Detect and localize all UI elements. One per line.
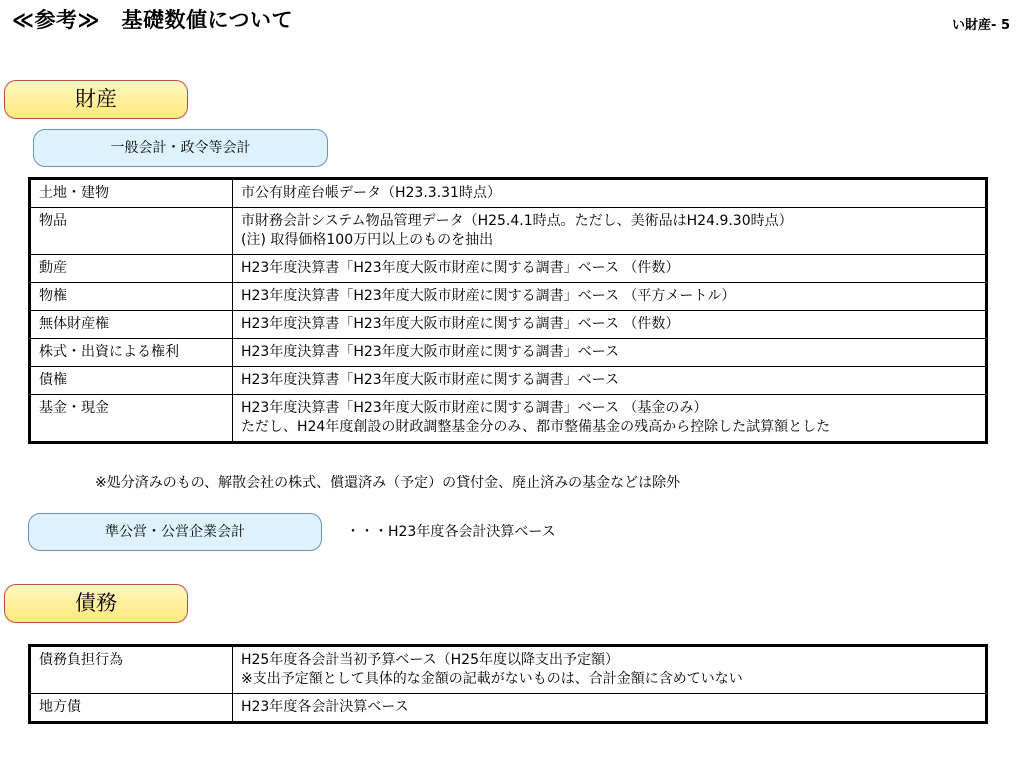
row-label: 基金・現金: [30, 395, 233, 443]
table-row: [30, 311, 987, 339]
description-line: H23年度各会計決算ベース: [241, 699, 409, 715]
table-row: [30, 339, 987, 367]
row-label: 無体財産権: [30, 311, 233, 339]
description-line: H23年度決算書「H23年度大阪市財産に関する調書」ベース （件数）: [241, 316, 680, 332]
public-enterprise-label: 準公営・公営企業会計: [28, 513, 322, 551]
table-row: [30, 179, 987, 208]
table-row: [30, 255, 987, 283]
assets-section-label: 財産: [4, 80, 188, 119]
row-description: [233, 255, 987, 283]
row-description: [233, 311, 987, 339]
table-row: [30, 208, 987, 255]
row-description: [233, 339, 987, 367]
table-row: [30, 395, 987, 443]
description-line: 市公有財産台帳データ（H23.3.31時点）: [241, 185, 501, 201]
row-description: [233, 179, 987, 208]
row-description: [233, 646, 987, 694]
assets-table: [28, 177, 988, 444]
page-number: い財産- 5: [952, 18, 1010, 33]
row-description: [233, 208, 987, 255]
table-row: [30, 694, 987, 723]
description-line: H23年度決算書「H23年度大阪市財産に関する調書」ベース （基金のみ）: [241, 400, 708, 416]
description-line: 市財務会計システム物品管理データ（H25.4.1時点。ただし、美術品はH24.9.30時点）: [241, 213, 793, 229]
row-label: 株式・出資による権利: [30, 339, 233, 367]
row-label: 物品: [30, 208, 233, 255]
description-line: ただし、H24年度創設の財政調整基金分のみ、都市整備基金の残高から控除した試算額とした: [241, 419, 831, 435]
page-title: ≪参考≫ 基礎数値について: [12, 8, 294, 32]
table-row: [30, 646, 987, 694]
exclusion-note: ※処分済みのもの、解散会社の株式、償還済み（予定）の貸付金、廃止済みの基金などは除外: [95, 475, 681, 491]
row-description: [233, 367, 987, 395]
row-label: 地方債: [30, 694, 233, 723]
debts-table: [28, 644, 988, 724]
row-label: 債務負担行為: [30, 646, 233, 694]
description-line: H23年度決算書「H23年度大阪市財産に関する調書」ベース: [241, 344, 619, 360]
table-row: [30, 367, 987, 395]
row-label: 動産: [30, 255, 233, 283]
description-line: ※支出予定額として具体的な金額の記載がないものは、合計金額に含めていない: [241, 671, 743, 687]
public-enterprise-note: ・・・H23年度各会計決算ベース: [346, 524, 556, 540]
description-line: H23年度決算書「H23年度大阪市財産に関する調書」ベース: [241, 372, 619, 388]
table-row: [30, 283, 987, 311]
description-line: (注) 取得価格100万円以上のものを抽出: [241, 232, 494, 248]
description-line: H23年度決算書「H23年度大阪市財産に関する調書」ベース （平方メートル）: [241, 288, 736, 304]
row-description: [233, 283, 987, 311]
general-accounts-label: 一般会計・政令等会計: [33, 129, 328, 167]
row-label: 土地・建物: [30, 179, 233, 208]
row-label: 債権: [30, 367, 233, 395]
row-label: 物権: [30, 283, 233, 311]
row-description: [233, 395, 987, 443]
debts-section-label: 債務: [4, 584, 188, 623]
row-description: [233, 694, 987, 723]
description-line: H23年度決算書「H23年度大阪市財産に関する調書」ベース （件数）: [241, 260, 680, 276]
description-line: H25年度各会計当初予算ベース（H25年度以降支出予定額）: [241, 652, 619, 668]
